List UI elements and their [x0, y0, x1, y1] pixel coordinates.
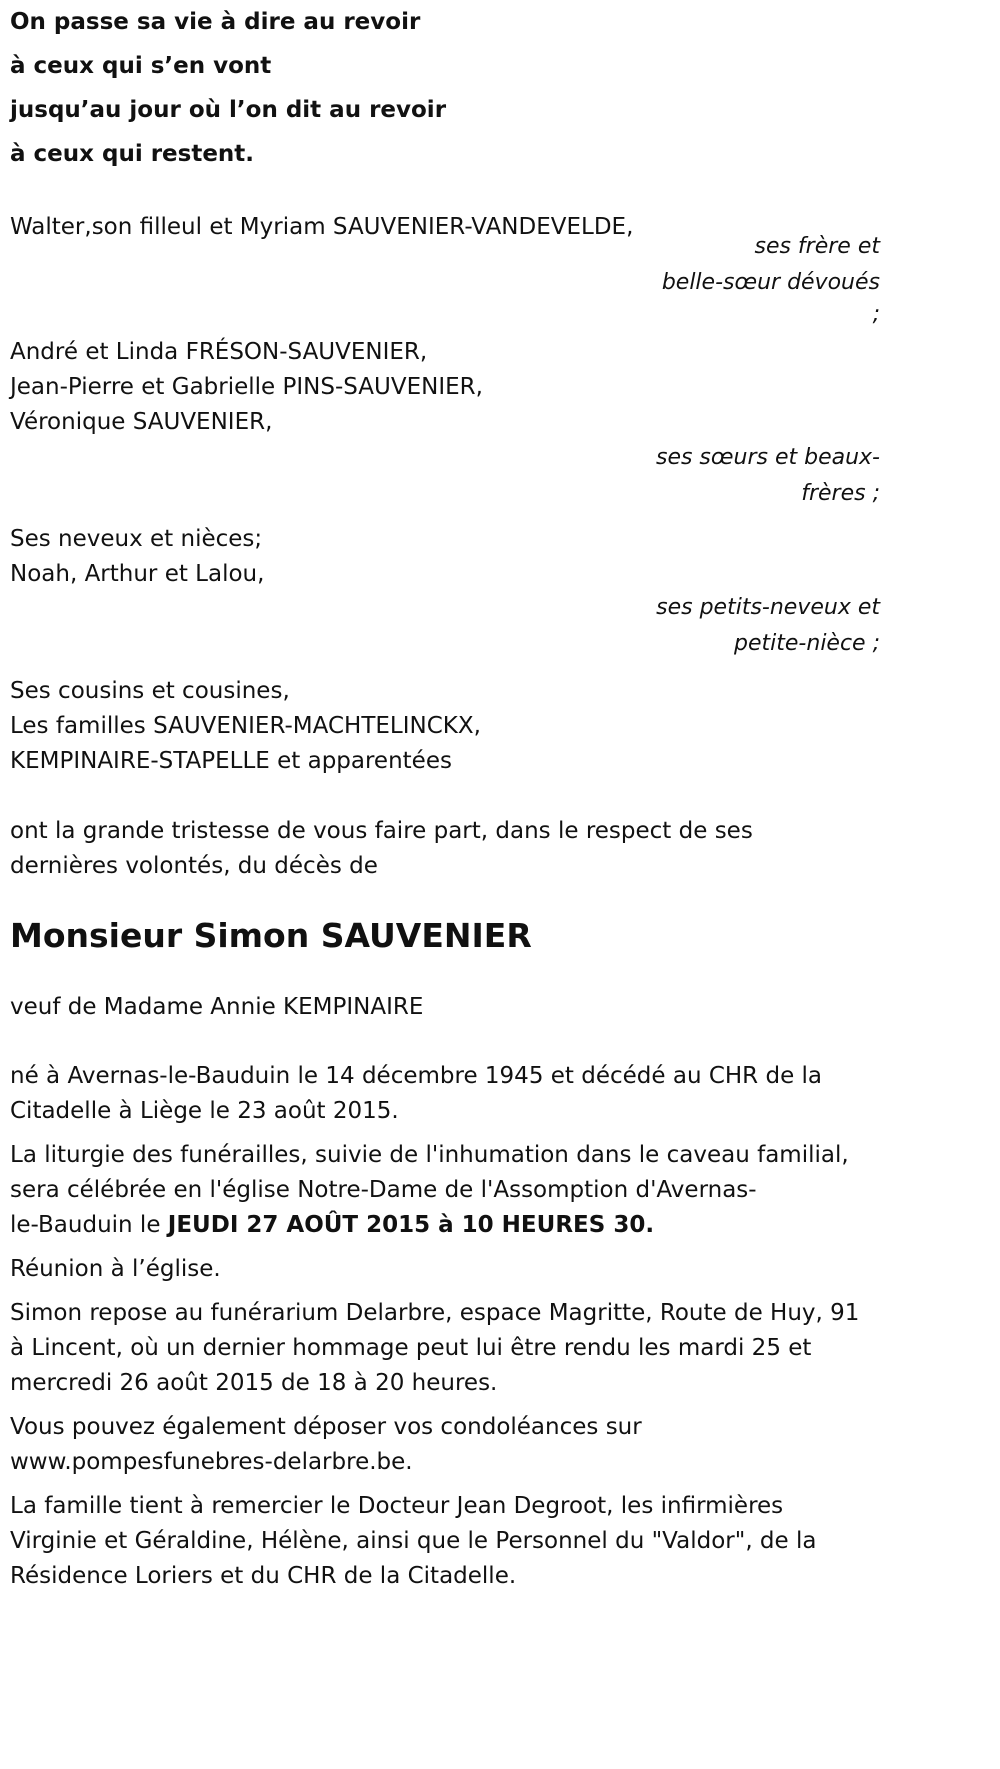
- paragraph-line: sera célébrée en l'église Notre-Dame de l'Assomption d'Avernas-: [10, 1177, 757, 1203]
- family-name-line: Jean-Pierre et Gabrielle PINS-SAUVENIER,: [10, 374, 483, 400]
- family-name-line: Ses neveux et nièces;: [10, 526, 263, 552]
- relation-text: [10, 440, 880, 512]
- paragraph-line: La famille tient à remercier le Docteur Jean Degroot, les infirmières: [10, 1493, 784, 1519]
- relation-line: ses petits-neveux et: [656, 595, 880, 620]
- repose-paragraph: [10, 1296, 880, 1401]
- intro-line: ont la grande tristesse de vous faire part, dans le respect de ses: [10, 818, 753, 844]
- relation-line: belle-sœur dévoués: [661, 270, 880, 295]
- relation-text: [10, 590, 880, 662]
- family-name-line: KEMPINAIRE-STAPELLE et apparentées: [10, 748, 452, 774]
- paragraph-line: La liturgie des funérailles, suivie de l'inhumation dans le caveau familial,: [10, 1142, 849, 1168]
- paragraph-line: Simon repose au funérarium Delarbre, espace Magritte, Route de Huy, 91: [10, 1300, 860, 1326]
- paragraph-line: né à Avernas-le-Bauduin le 14 décembre 1945 et décédé au CHR de la: [10, 1063, 823, 1089]
- intro-line: dernières volontés, du décès de: [10, 853, 378, 879]
- funeral-paragraph: [10, 1138, 880, 1243]
- announcement-intro: [10, 814, 880, 884]
- paragraph-line: à Lincent, où un dernier hommage peut lui être rendu les mardi 25 et: [10, 1335, 812, 1361]
- poem-line: On passe sa vie à dire au revoir: [10, 9, 421, 35]
- family-group-siblings: [10, 210, 880, 329]
- family-name-line: Véronique SAUVENIER,: [10, 409, 273, 435]
- poem: [10, 0, 880, 176]
- condolences-url: www.pompesfunebres-delarbre.be.: [10, 1449, 413, 1475]
- obituary-page: [10, 0, 880, 1594]
- relation-line: frères ;: [801, 481, 880, 506]
- family-name-line: Ses cousins et cousines,: [10, 678, 290, 704]
- meeting-line: Réunion à l’église.: [10, 1256, 221, 1282]
- poem-line: jusqu’au jour où l’on dit au revoir: [10, 97, 447, 123]
- poem-line: à ceux qui restent.: [10, 141, 255, 167]
- paragraph-line: Résidence Loriers et du CHR de la Citadelle.: [10, 1563, 517, 1589]
- paragraph-line: [10, 1208, 880, 1243]
- family-name-line: Les familles SAUVENIER-MACHTELINCKX,: [10, 713, 481, 739]
- paragraph-line: mercredi 26 août 2015 de 18 à 20 heures.: [10, 1370, 498, 1396]
- condolences-paragraph: [10, 1410, 880, 1480]
- relation-line: ses frère et: [754, 234, 880, 259]
- family-name-line: Noah, Arthur et Lalou,: [10, 561, 265, 587]
- relation-line: ses sœurs et beaux-: [655, 445, 880, 470]
- family-group-nephews: [10, 522, 880, 662]
- widow-line: veuf de Madame Annie KEMPINAIRE: [10, 994, 424, 1020]
- paragraph-line: Citadelle à Liège le 23 août 2015.: [10, 1098, 399, 1124]
- family-name-line: Walter,son filleul et Myriam SAUVENIER-VANDEVELDE,: [10, 214, 634, 240]
- relation-line: ;: [872, 302, 880, 327]
- relation-line: petite-nièce ;: [734, 631, 880, 656]
- funeral-place-suffix: le-Bauduin le: [10, 1212, 168, 1238]
- deceased-name: Monsieur Simon SAUVENIER: [10, 916, 532, 955]
- funeral-date: JEUDI 27 AOÛT 2015 à 10 HEURES 30.: [167, 1212, 655, 1238]
- poem-line: à ceux qui s’en vont: [10, 53, 272, 79]
- thanks-paragraph: [10, 1489, 880, 1594]
- paragraph-line: Vous pouvez également déposer vos condoléances sur: [10, 1414, 642, 1440]
- paragraph-line: Virginie et Géraldine, Hélène, ainsi que le Personnel du "Valdor", de la: [10, 1528, 817, 1554]
- family-name-line: André et Linda FRÉSON-SAUVENIER,: [10, 339, 428, 365]
- family-group-sisters: [10, 335, 880, 512]
- family-group-cousins: [10, 674, 880, 779]
- birth-death-paragraph: [10, 1059, 880, 1129]
